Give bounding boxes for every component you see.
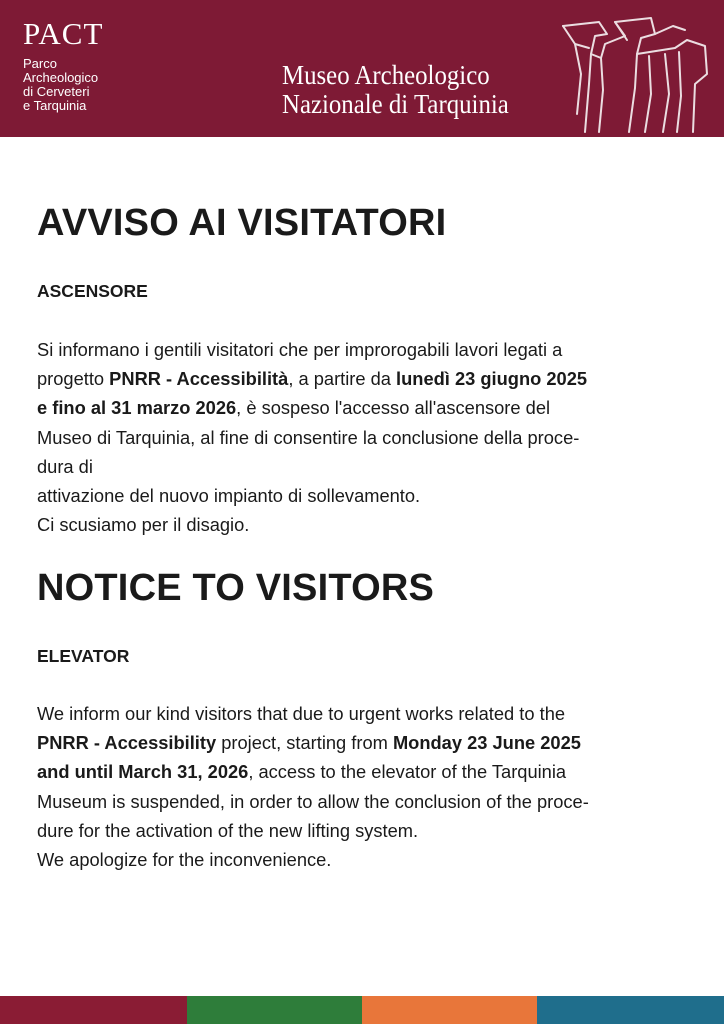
museum-title-line1: Museo Archeologico — [282, 60, 490, 90]
text-run: Si informano i gentili visitatori che per improrogabili lavori legati a — [37, 339, 563, 360]
italian-line — [37, 393, 687, 422]
text-run: attivazione del nuovo impianto di sollevamento. — [37, 485, 421, 507]
footer-stripe-red — [0, 996, 187, 1024]
pact-subtitle — [23, 57, 98, 113]
footer-stripe-blue — [537, 996, 724, 1024]
english-line — [37, 787, 687, 816]
italian-line — [37, 452, 687, 481]
text-run: project, starting from — [216, 732, 393, 754]
bold-run: Monday 23 June 2025 — [392, 732, 581, 754]
bold-run: PNRR - Accessibility — [37, 732, 217, 754]
italian-line — [37, 510, 687, 539]
bold-run: and until March 31, 2026 — [37, 761, 249, 783]
english-line — [37, 816, 687, 845]
italian-line — [37, 481, 687, 510]
english-subtitle: ELEVATOR — [37, 646, 130, 666]
italian-line — [37, 335, 687, 364]
italian-paragraph — [37, 335, 687, 539]
bold-run: e fino al 31 marzo 2026 — [37, 397, 237, 419]
bold-run: lunedì 23 giugno 2025 — [396, 368, 588, 390]
text-run: progetto — [37, 368, 110, 390]
pact-subtitle-line: Parco — [23, 56, 57, 71]
text-run: Ci scusiamo per il disagio. — [37, 514, 250, 536]
bold-run: PNRR - Accessibilità — [109, 368, 289, 390]
pact-subtitle-line: e Tarquinia — [23, 98, 87, 113]
pact-logo: PACT — [23, 16, 104, 51]
text-run: , è sospeso l'accesso all'ascensore del — [236, 397, 551, 419]
museum-title-line2: Nazionale di Tarquinia — [282, 89, 509, 119]
header-banner — [0, 0, 724, 137]
footer-stripe-orange — [362, 996, 537, 1024]
text-run: dura di — [37, 455, 93, 477]
pact-subtitle-line: di Cerveteri — [23, 84, 90, 99]
english-line — [37, 757, 687, 786]
text-run: Museum is suspended, in order to allow the conclusion of the proce- — [37, 790, 589, 812]
text-run: We inform our kind visitors that due to urgent works related to the — [37, 703, 566, 724]
text-run: We apologize for the inconvenience. — [37, 849, 332, 871]
winged-horses-icon — [555, 14, 715, 136]
italian-title: AVVISO AI VISITATORI — [37, 202, 447, 244]
text-run: , a partire da — [288, 368, 397, 390]
italian-line — [37, 364, 687, 393]
italian-subtitle: ASCENSORE — [37, 281, 148, 301]
text-run: dure for the activation of the new lifting system. — [37, 819, 419, 841]
english-line — [37, 699, 687, 728]
english-paragraph — [37, 699, 687, 874]
english-line — [37, 845, 687, 874]
italian-line — [37, 423, 687, 452]
text-run: , access to the elevator of the Tarquinia — [248, 761, 567, 783]
pact-subtitle-line: Archeologico — [23, 70, 99, 85]
museum-title — [282, 61, 509, 119]
footer-stripe-green — [187, 996, 362, 1024]
english-title: NOTICE TO VISITORS — [37, 567, 435, 609]
text-run: Museo di Tarquinia, al fine di consentire la conclusione della proce- — [37, 426, 580, 448]
english-line — [37, 728, 687, 757]
